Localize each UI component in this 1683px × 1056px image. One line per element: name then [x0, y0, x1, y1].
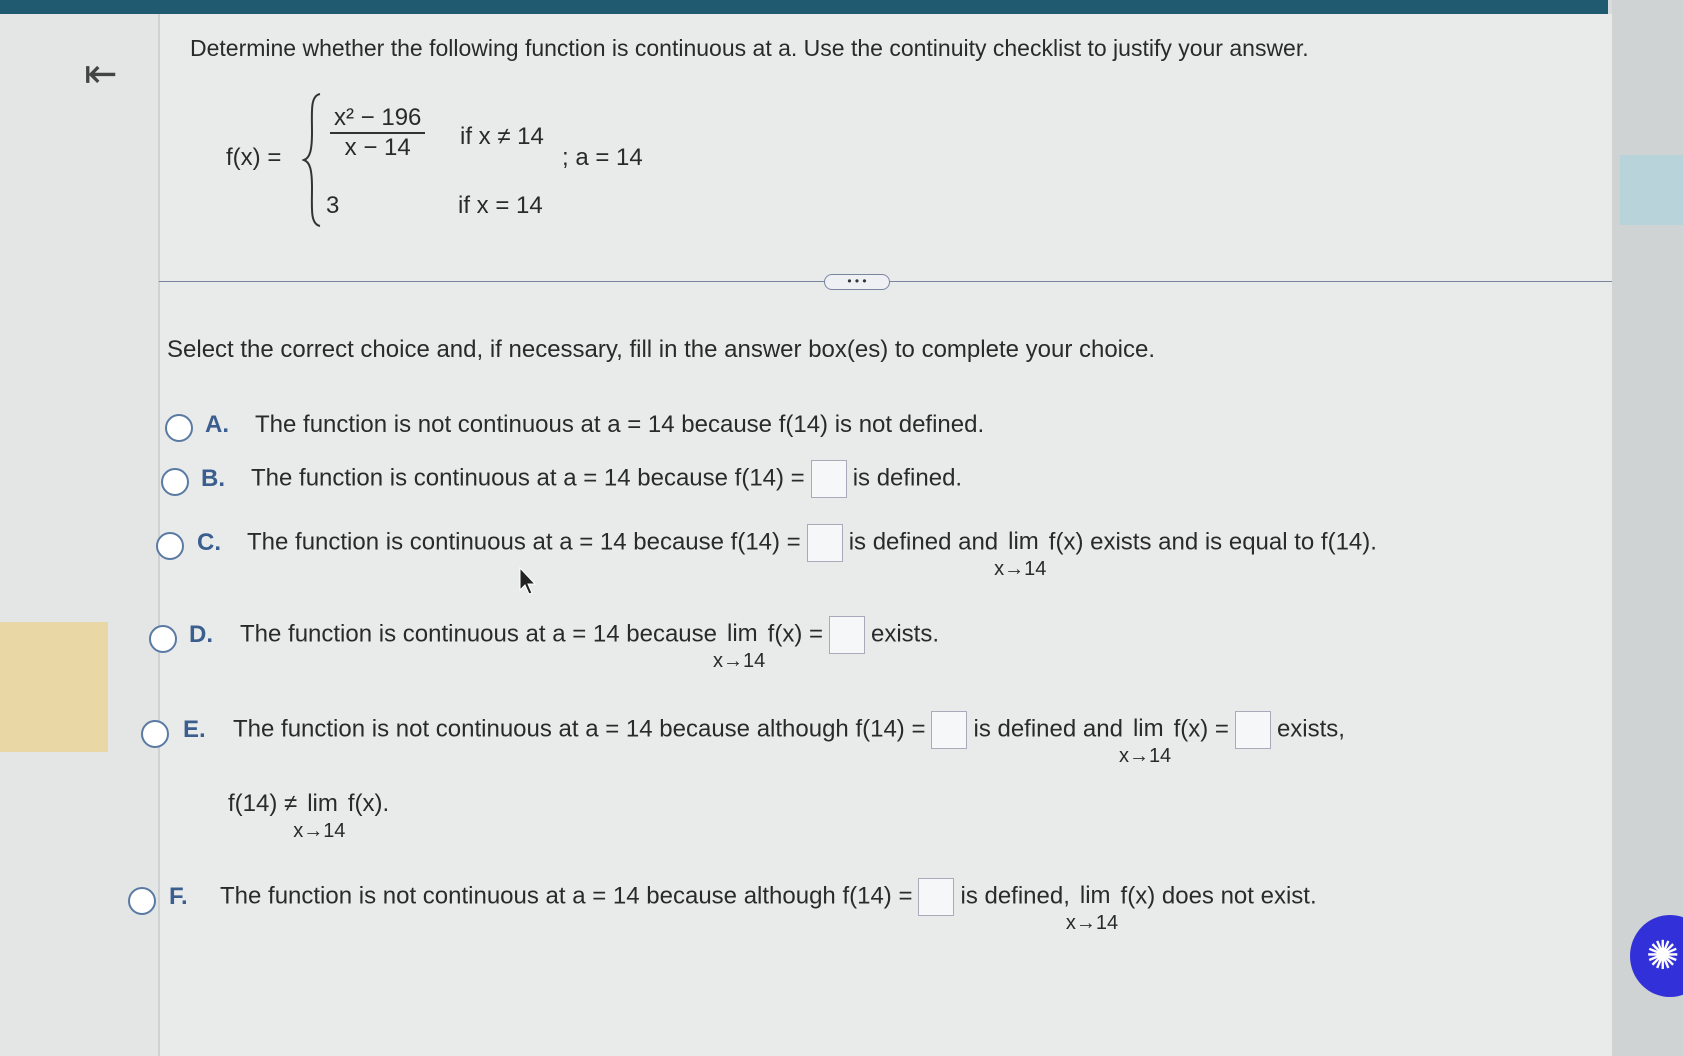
option-e-post: exists, — [1276, 715, 1345, 743]
help-badge-icon[interactable]: ✺ — [1630, 915, 1683, 997]
answer-box-c-f14[interactable] — [807, 524, 843, 562]
limit-c — [994, 528, 1047, 581]
radio-option-d[interactable] — [149, 625, 177, 653]
collapse-back-icon[interactable]: ⇤ — [84, 52, 118, 96]
lim-label: lim — [1079, 882, 1111, 910]
radio-option-c[interactable] — [156, 532, 184, 560]
option-f-post: f(x) does not exist. — [1120, 882, 1317, 910]
denominator: x − 14 — [344, 134, 411, 161]
option-f-pre: The function is not continuous at a = 14 because although f(14) = — [220, 882, 913, 910]
option-e-line2-post: f(x). — [347, 790, 390, 817]
option-e-text — [233, 711, 1345, 768]
option-b-letter: B. — [201, 465, 225, 492]
answer-box-d-limit[interactable] — [829, 616, 865, 654]
limit-e — [1118, 715, 1172, 768]
lim-subscript: x→14 — [1118, 745, 1172, 768]
lim-subscript: x→14 — [293, 820, 346, 842]
brace-icon — [302, 92, 324, 228]
instruction-text: Select the correct choice and, if necessary, fill in the answer box(es) to complete your choice. — [167, 336, 1156, 363]
option-e-mid: is defined and — [973, 715, 1123, 743]
option-c-text — [247, 524, 1377, 581]
piece2-value: 3 — [326, 192, 340, 219]
option-c-mid: is defined and — [848, 528, 999, 556]
option-d-letter: D. — [189, 621, 213, 648]
lim-label: lim — [1008, 528, 1039, 556]
option-b-pre: The function is continuous at a = 14 because f(14) = — [251, 464, 805, 492]
right-highlight — [1620, 155, 1683, 225]
answer-box-e-f14[interactable] — [931, 711, 967, 749]
option-a-text: The function is not continuous at a = 14 because f(14) is not defined. — [255, 411, 985, 438]
option-d-mid: f(x) = — [767, 620, 823, 648]
lim-label: lim — [1132, 715, 1164, 743]
option-e-line2 — [228, 790, 390, 842]
limit-e2 — [293, 790, 346, 842]
left-highlight — [0, 622, 108, 752]
radio-option-a[interactable] — [165, 414, 193, 442]
lim-subscript: x→14 — [713, 650, 766, 673]
numerator: x² − 196 — [330, 104, 425, 134]
more-button[interactable]: • • • — [824, 274, 890, 290]
top-bar — [0, 0, 1608, 14]
option-d-pre: The function is continuous at a = 14 because — [240, 620, 717, 648]
option-d-post: exists. — [871, 620, 940, 648]
a-value: ; a = 14 — [562, 144, 643, 171]
answer-box-f-f14[interactable] — [918, 878, 954, 916]
piece1-fraction — [330, 104, 425, 162]
option-e-letter: E. — [183, 716, 206, 743]
option-e-pre: The function is not continuous at a = 14 because although f(14) = — [233, 715, 926, 743]
option-e-line2-pre: f(14) ≠ — [228, 790, 298, 817]
mouse-cursor-icon — [518, 566, 538, 596]
option-b-text — [251, 460, 962, 498]
radio-option-f[interactable] — [128, 887, 156, 915]
option-f-mid: is defined, — [960, 882, 1070, 910]
radio-option-b[interactable] — [161, 468, 189, 496]
piece2-condition: if x = 14 — [458, 192, 543, 219]
limit-d — [713, 620, 766, 673]
function-lhs: f(x) = — [226, 144, 282, 171]
lim-label: lim — [727, 620, 758, 648]
option-c-post: f(x) exists and is equal to f(14). — [1048, 528, 1377, 556]
limit-f — [1065, 882, 1119, 935]
lim-subscript: x→14 — [1065, 912, 1119, 935]
option-c-letter: C. — [197, 529, 221, 556]
option-d-text — [240, 616, 940, 673]
question-text: Determine whether the following function is continuous at a. Use the continuity checklist to justify your answer. — [190, 35, 1309, 61]
piece1-condition: if x ≠ 14 — [460, 123, 544, 150]
option-f-text — [220, 878, 1317, 935]
option-b-post: is defined. — [852, 464, 963, 492]
option-a-letter: A. — [205, 411, 229, 438]
lim-subscript: x→14 — [994, 558, 1047, 581]
option-e-mid2: f(x) = — [1173, 715, 1229, 743]
option-f-letter: F. — [169, 883, 188, 910]
answer-box-b-f14[interactable] — [811, 460, 847, 498]
answer-box-e-limit[interactable] — [1235, 711, 1271, 749]
lim-label: lim — [307, 790, 338, 817]
radio-option-e[interactable] — [141, 720, 169, 748]
option-c-pre: The function is continuous at a = 14 because f(14) = — [247, 528, 801, 556]
